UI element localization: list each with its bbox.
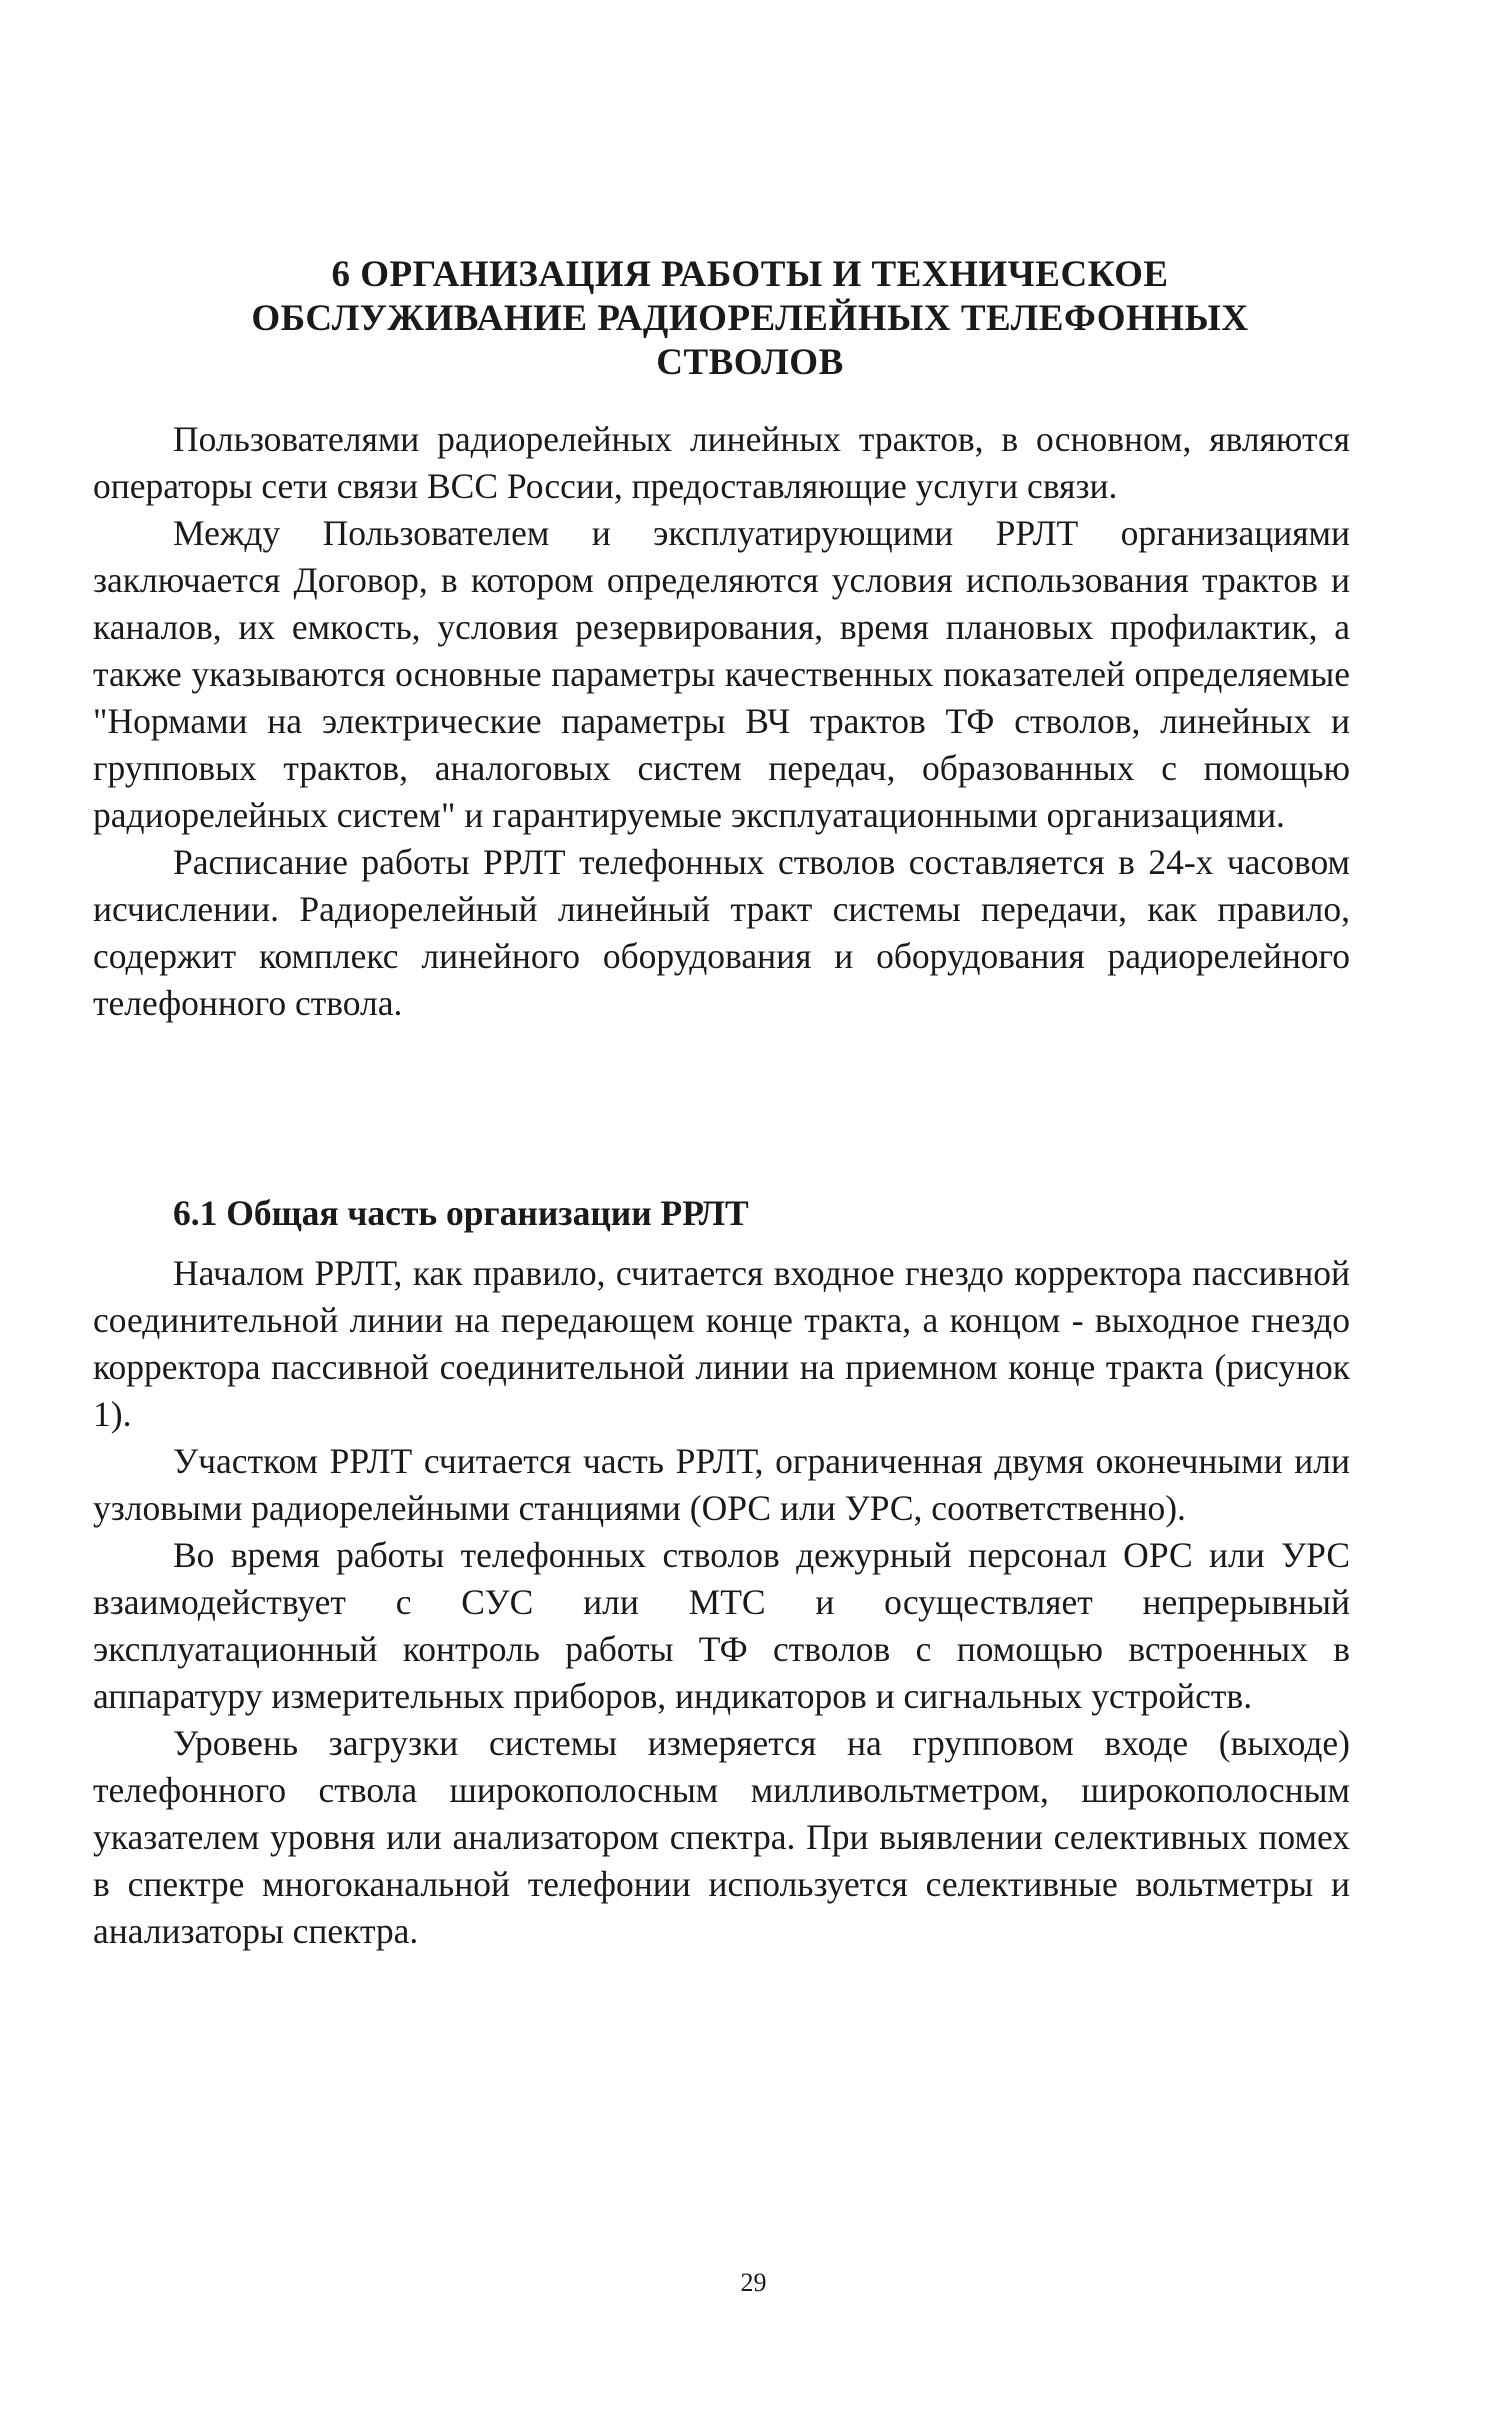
chapter-intro-text [93, 416, 1350, 1027]
chapter-title [150, 253, 1350, 385]
chapter-title-line: ОБСЛУЖИВАНИЕ РАДИОРЕЛЕЙНЫХ ТЕЛЕФОННЫХ [251, 297, 1249, 339]
paragraph: Между Пользователем и эксплуатирующими РРЛТ организациями заключается Договор, в котором определяются условия использования трактов и каналов, их емкость, условия резервирования, время плановых профилактик, а также указываются основные параметры качественных показателей определяемые "Нормами на электрические параметры ВЧ трактов ТФ стволов, линейных и групповых трактов, аналоговых систем передач, образованных с помощью радиорелейных систем" и гарантируемые эксплуатационными организациями. [93, 513, 1350, 835]
paragraph: Пользователями радиорелейных линейных трактов, в основном, являются операторы сети связи ВСС России, предоставляющие услуги связи. [93, 419, 1350, 506]
paragraph: Расписание работы РРЛТ телефонных стволов составляется в 24-х часовом исчислении. Радиорелейный линейный тракт системы передачи, как правило, содержит комплекс линейного оборудования и оборудования радиорелейного телефонного ствола. [93, 842, 1350, 1023]
paragraph: Участком РРЛТ считается часть РРЛТ, ограниченная двумя оконечными или узловыми радиорелейными станциями (ОРС или УРС, соответственно). [93, 1441, 1350, 1528]
section-heading: 6.1 Общая часть организации РРЛТ [173, 1193, 749, 1234]
paragraph: Уровень загрузки системы измеряется на групповом входе (выходе) телефонного ствола широкополосным милливольтметром, широкополосным указателем уровня или анализатором спектра. При выявлении селективных помех в спектре многоканальной телефонии используется селективные вольтметры и анализаторы спектра. [93, 1723, 1350, 1951]
page-number: 29 [740, 2268, 767, 2297]
chapter-title-line: 6 ОРГАНИЗАЦИЯ РАБОТЫ И ТЕХНИЧЕСКОЕ [331, 253, 1169, 295]
section-text [93, 1250, 1350, 1955]
chapter-title-line: СТВОЛОВ [656, 341, 844, 383]
paragraph: Во время работы телефонных стволов дежурный персонал ОРС или УРС взаимодействует с СУС или МТС и осуществляет непрерывный эксплуатационный контроль работы ТФ стволов с помощью встроенных в аппаратуру измерительных приборов, индикаторов и сигнальных устройств. [93, 1535, 1350, 1716]
paragraph: Началом РРЛТ, как правило, считается входное гнездо корректора пассивной соединительной линии на передающем конце тракта, а концом - выходное гнездо корректора пассивной соединительной линии на приемном конце тракта (рисунок 1). [93, 1253, 1350, 1434]
